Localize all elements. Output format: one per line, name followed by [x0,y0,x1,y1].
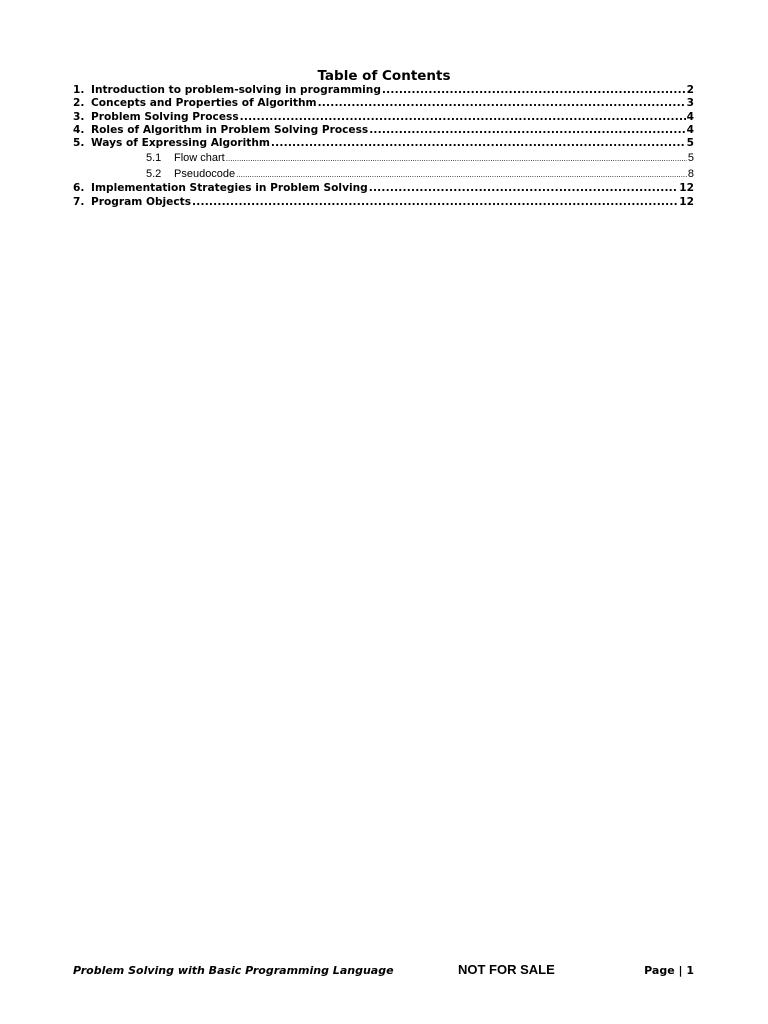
toc-dot-leader [192,196,678,209]
toc-entry-label: Introduction to problem-solving in programming [91,84,381,96]
toc-dot-leader [318,97,686,110]
toc-dot-leader [236,167,687,182]
toc-entry[interactable] [73,137,694,150]
page-footer [73,962,694,980]
toc-entry[interactable] [73,97,694,110]
toc-entry-page: 12 [679,182,694,195]
toc-entry-page: 5 [687,152,694,165]
toc-subentry[interactable] [73,150,694,166]
table-of-contents [73,84,694,209]
footer-page-number: Page | 1 [644,964,694,977]
toc-dot-leader [240,111,686,124]
toc-entry-label: Implementation Strategies in Problem Solving [91,182,368,195]
footer-document-title: Problem Solving with Basic Programming Language [73,964,394,977]
toc-entry-label: Pseudocode [174,168,236,181]
toc-entry-number: 5.2 [146,168,162,181]
toc-entry-label: Concepts and Properties of Algorithm [91,97,317,110]
toc-entry-page: 5 [686,137,694,150]
toc-entry[interactable] [73,124,694,137]
toc-entry-page: 4 [686,110,694,123]
toc-title: Table of Contents [317,68,451,84]
toc-entry-page: 4 [686,123,694,136]
toc-entry[interactable] [73,84,694,97]
toc-dot-leader [382,84,686,97]
toc-dot-leader [369,124,685,137]
toc-entry[interactable] [73,111,694,124]
toc-entry[interactable] [73,182,694,195]
toc-entry-number: 2. [73,97,85,110]
toc-entry-label: Flow chart [174,152,225,165]
toc-entry-number: 7. [73,195,85,208]
toc-entry-number: 3. [73,110,85,123]
toc-entry-page: 12 [679,195,694,208]
toc-entry-number: 5.1 [146,152,162,165]
toc-entry-label: Problem Solving Process [91,110,239,123]
toc-dot-leader [369,182,679,195]
toc-entry-label: Program Objects [91,195,192,208]
toc-dot-leader [226,151,687,166]
toc-dot-leader [271,137,686,150]
toc-entry-number: 5. [73,137,85,150]
toc-entry[interactable] [73,196,694,209]
toc-entry-number: 6. [73,182,85,195]
toc-entry-number: 1. [73,84,85,96]
toc-entry-page: 3 [686,97,694,110]
toc-subentry[interactable] [73,166,694,182]
toc-entry-label: Ways of Expressing Algorithm [91,137,270,150]
toc-entry-page: 8 [687,168,694,181]
toc-entry-number: 4. [73,123,85,136]
toc-entry-page: 2 [686,84,694,96]
toc-entry-label: Roles of Algorithm in Problem Solving Process [91,123,369,136]
footer-not-for-sale: NOT FOR SALE [458,962,555,977]
